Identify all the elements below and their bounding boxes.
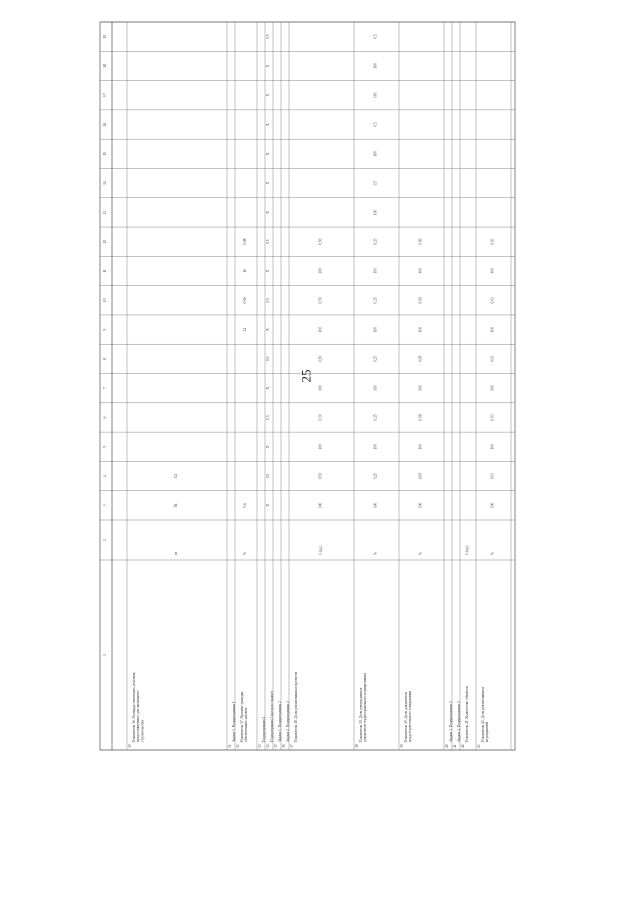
row-value: 0,08 xyxy=(243,238,247,245)
row-name: Подпрограмма 2 (цель по задаче) xyxy=(270,691,274,742)
row-value: 0,25 xyxy=(373,472,378,480)
row-value: 0,09 xyxy=(418,355,423,363)
row-value: 0,50 xyxy=(318,472,323,480)
row-value: 0,50 xyxy=(318,238,323,245)
row-value: 100 xyxy=(490,444,495,450)
header-number: 16 xyxy=(103,122,107,127)
header-number: 19 xyxy=(103,34,107,39)
row-value: 0,06 xyxy=(243,297,247,304)
row-value: 100 xyxy=(418,502,423,509)
header-number: 18 xyxy=(103,64,107,68)
row-number: 33 xyxy=(258,744,262,748)
row-value: 0,03 xyxy=(490,355,495,363)
row-value: 0,03 xyxy=(490,297,495,304)
header-number: 3 xyxy=(103,504,107,507)
row-value: 0,2 xyxy=(174,473,178,479)
row-value: 0,5 xyxy=(373,34,378,39)
row-name: Задача 3. Подпрограммы 1 xyxy=(232,701,236,742)
row-value: 0,50 xyxy=(318,297,323,304)
header-number: 10 xyxy=(103,298,107,303)
row-unit: % xyxy=(490,552,495,555)
row-name: Показатель 18. Доля реализованных проектов xyxy=(294,671,298,742)
row-name: Задача 1. Подпрограммы 2 xyxy=(278,701,282,742)
row-unit: 1 (ед.) xyxy=(465,545,469,555)
header-number: 4 xyxy=(103,475,107,477)
row-value: 0,5 xyxy=(266,415,270,420)
row-name: Задача 3. Подпрограммы 2 xyxy=(449,701,453,742)
row-value: 0,50 xyxy=(318,414,323,421)
row-name: Показатель 16. Площадь земельных участков, xyxy=(132,671,136,742)
row-value: 0,09 xyxy=(418,238,423,245)
row-name: Задача 2. Подпрограммы 2 xyxy=(286,701,290,742)
table-border xyxy=(100,22,515,750)
row-value: 0,08 xyxy=(418,414,423,421)
row-value: X xyxy=(266,504,270,507)
row-value: X xyxy=(266,328,270,331)
row-value: 5,6 xyxy=(243,503,247,508)
row-value: 100 xyxy=(318,385,323,391)
row-number: 40 xyxy=(445,744,449,748)
row-value: 84 xyxy=(174,503,178,508)
row-value: 0,25 xyxy=(373,297,378,304)
row-unit: 1 (ед.) xyxy=(318,545,323,555)
row-number: 34 xyxy=(266,744,270,748)
row-value: 0,5 xyxy=(266,356,270,362)
row-value: 0,5 xyxy=(373,122,378,127)
row-value: 0,5 xyxy=(266,298,270,303)
row-value: 100 xyxy=(373,209,378,216)
row-value: 100 xyxy=(373,444,378,450)
row-value: 0,5 xyxy=(266,34,270,39)
row-value: 0,5 xyxy=(373,180,378,186)
row-number: 39 xyxy=(400,744,404,748)
row-value: 100 xyxy=(418,444,423,450)
row-number: 36 xyxy=(282,744,286,748)
row-name: обеспеченных жильем xyxy=(244,707,249,742)
header-number: 7 xyxy=(103,387,107,390)
row-value: 100 xyxy=(490,502,495,509)
row-unit: % xyxy=(418,552,423,555)
row-number: 31 xyxy=(228,744,232,748)
row-value: 100 xyxy=(373,92,378,98)
row-value: X xyxy=(266,152,270,156)
row-value: 100 xyxy=(373,385,378,391)
row-name: Показатель 20. Доля документов xyxy=(404,692,408,742)
page-number: 25 xyxy=(298,369,314,383)
row-value: X xyxy=(266,211,270,214)
row-name: мероприятий xyxy=(485,721,490,742)
row-name: Показатель 17. Процент граждан, xyxy=(240,690,244,742)
row-name: предоставленных для жилищного xyxy=(136,690,141,742)
row-name: строительства xyxy=(140,720,145,742)
header-number: 15 xyxy=(103,152,107,156)
row-number: 35 xyxy=(274,744,278,748)
row-value: 0,09 xyxy=(418,472,423,480)
row-value: 16 xyxy=(243,269,247,273)
row-number: 42 xyxy=(461,744,465,748)
row-value: 100 xyxy=(318,268,323,274)
row-value: 0,25 xyxy=(373,414,378,421)
row-unit: % xyxy=(373,552,378,555)
row-value: 100 xyxy=(318,326,323,333)
row-value: X xyxy=(266,269,270,273)
row-value: X xyxy=(266,64,270,68)
row-value: X xyxy=(266,93,270,97)
header-number: 2 xyxy=(103,539,107,541)
header-number: 8 xyxy=(103,357,107,360)
header-number: 17 xyxy=(103,93,107,98)
row-number: 32 xyxy=(236,744,240,748)
row-number: 38 xyxy=(355,744,359,748)
row-value: 100 xyxy=(490,268,495,274)
row-value: 100 xyxy=(318,444,323,450)
header-number: 14 xyxy=(103,181,107,185)
row-number: 43 xyxy=(477,744,481,748)
header-number: 1 xyxy=(103,654,107,656)
row-value: 0,50 xyxy=(318,355,323,363)
row-value: 0,25 xyxy=(373,238,378,245)
header-number: 9 xyxy=(103,328,107,331)
row-value: X xyxy=(266,123,270,126)
header-number: 11 xyxy=(103,269,107,273)
row-value: 0,5 xyxy=(266,239,270,244)
row-value: 0,03 xyxy=(490,414,495,421)
row-value: 100 xyxy=(418,268,423,274)
row-value: 0,03 xyxy=(490,472,495,480)
row-value: 100 xyxy=(373,63,378,69)
row-value: 100 xyxy=(373,268,378,274)
row-value: 0,5 xyxy=(266,473,270,479)
row-number: 30 xyxy=(128,744,132,748)
header-number: 12 xyxy=(103,239,107,244)
row-value: 100 xyxy=(373,151,378,157)
row-value: 0,25 xyxy=(373,355,378,363)
row-unit: % xyxy=(243,552,247,555)
row-value: X xyxy=(266,386,270,390)
row-name: Показатель 22. Доля реализованных xyxy=(481,686,485,742)
row-name: Показатель 19. Доля утвержденных xyxy=(359,687,363,742)
row-value: X xyxy=(266,445,270,449)
row-value: 0,03 xyxy=(490,238,495,245)
row-name: Задача 4. Подпрограммы 2 xyxy=(457,701,461,742)
row-value: 0,09 xyxy=(418,297,423,304)
row-value: 100 xyxy=(373,502,378,509)
row-value: 100 xyxy=(418,326,423,333)
row-name: Подпрограмма 2 xyxy=(262,716,266,742)
header-number: 5 xyxy=(103,445,107,448)
row-value: 100 xyxy=(490,326,495,333)
row-number: 41 xyxy=(453,744,457,748)
row-value: X xyxy=(266,181,270,185)
row-value: 100 xyxy=(318,502,323,509)
row-value: 100 xyxy=(373,326,378,333)
row-value: 24 xyxy=(243,327,247,332)
header-number: 13 xyxy=(103,210,107,215)
row-name: документов территориального планирования xyxy=(363,673,368,742)
row-number: 37 xyxy=(290,744,294,748)
header-number: 6 xyxy=(103,416,107,419)
row-name: градостроительного зонирования xyxy=(408,690,413,742)
row-value: 100 xyxy=(490,385,495,391)
table-content xyxy=(100,22,515,750)
row-value: 100 xyxy=(418,385,423,391)
row-unit: га xyxy=(174,551,178,555)
row-name: Показатель 21. Количество объектов xyxy=(465,686,469,742)
